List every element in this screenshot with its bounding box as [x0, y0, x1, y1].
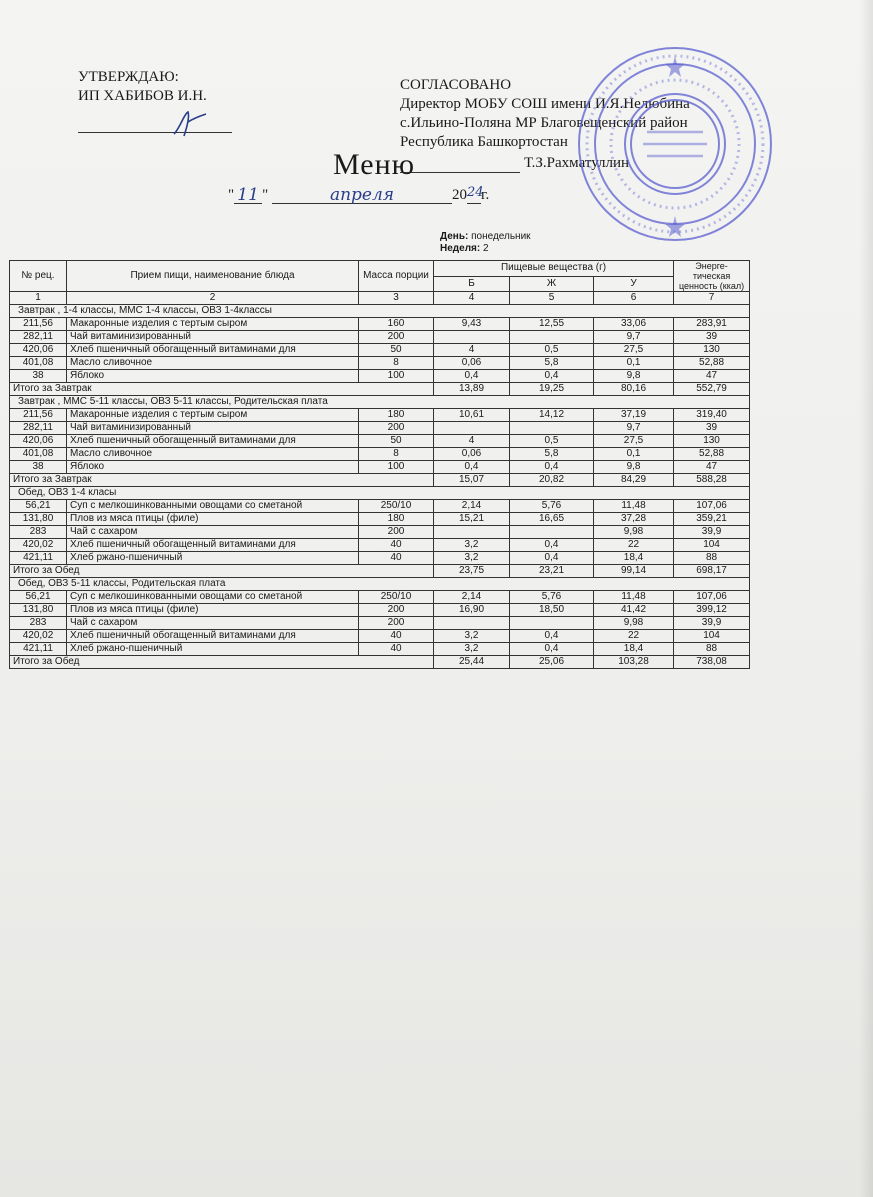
- table-row: [10, 539, 750, 552]
- date-year-end: г.: [481, 187, 490, 203]
- mass-cell: 200: [359, 617, 434, 630]
- dish-name-cell: Масло сливочное: [67, 357, 359, 370]
- mass-cell: 40: [359, 643, 434, 656]
- header-proteins: Б: [434, 276, 510, 292]
- energy-cell: 130: [674, 344, 750, 357]
- fat-cell: 16,65: [510, 513, 594, 526]
- carb-cell: 9,8: [594, 461, 674, 474]
- carb-cell: 18,4: [594, 552, 674, 565]
- table-row: [10, 513, 750, 526]
- approval-signature-line: [78, 112, 232, 133]
- approval-title: УТВЕРЖДАЮ:: [78, 69, 179, 85]
- protein-cell: [434, 526, 510, 539]
- fat-cell: [510, 422, 594, 435]
- energy-cell: 88: [674, 552, 750, 565]
- recipe-number-cell: 131,80: [10, 513, 67, 526]
- page-shadow-edge: [859, 0, 873, 1197]
- fat-total-cell: 25,06: [510, 656, 594, 669]
- dish-name-cell: Чай витаминизированный: [67, 422, 359, 435]
- energy-total-cell: 552,79: [674, 383, 750, 396]
- agreement-signature-line: [400, 158, 520, 173]
- fat-cell: 0,4: [510, 539, 594, 552]
- carb-cell: 37,19: [594, 409, 674, 422]
- column-number: 3: [359, 292, 434, 305]
- mass-cell: 8: [359, 357, 434, 370]
- header-energy: Энерге-тическая ценность (ккал): [674, 261, 750, 292]
- protein-total-cell: 23,75: [434, 565, 510, 578]
- protein-total-cell: 15,07: [434, 474, 510, 487]
- date-line: [228, 185, 489, 204]
- carb-cell: 27,5: [594, 344, 674, 357]
- section-title: Обед, ОВЗ 5-11 классы, Родительская плата: [10, 578, 750, 591]
- mass-cell: 180: [359, 409, 434, 422]
- recipe-number-cell: 211,56: [10, 318, 67, 331]
- day-label: День:: [440, 231, 469, 242]
- column-number: 4: [434, 292, 510, 305]
- header-fats: Ж: [510, 276, 594, 292]
- dish-name-cell: Плов из мяса птицы (филе): [67, 604, 359, 617]
- total-label: Итого за Обед: [10, 656, 434, 669]
- section-header-row: [10, 578, 750, 591]
- energy-cell: 399,12: [674, 604, 750, 617]
- fat-cell: 0,4: [510, 552, 594, 565]
- agreement-signer: Т.З.Рахматуллин: [524, 155, 630, 171]
- mass-cell: 250/10: [359, 500, 434, 513]
- energy-cell: 107,06: [674, 591, 750, 604]
- table-row: [10, 448, 750, 461]
- carb-total-cell: 103,28: [594, 656, 674, 669]
- total-row: [10, 383, 750, 396]
- official-stamp: [575, 44, 775, 244]
- dish-name-cell: Макаронные изделия с тертым сыром: [67, 318, 359, 331]
- day-value: понедельник: [471, 231, 531, 242]
- protein-cell: 16,90: [434, 604, 510, 617]
- dish-name-cell: Суп с мелкошинкованными овощами со сметаной: [67, 500, 359, 513]
- fat-total-cell: 23,21: [510, 565, 594, 578]
- fat-cell: [510, 617, 594, 630]
- table-row: [10, 552, 750, 565]
- energy-total-cell: 588,28: [674, 474, 750, 487]
- protein-cell: 0,4: [434, 370, 510, 383]
- date-close-quote: ": [262, 187, 269, 203]
- mass-cell: 40: [359, 552, 434, 565]
- protein-cell: 3,2: [434, 630, 510, 643]
- dish-name-cell: Хлеб пшеничный обогащенный витаминами для: [67, 435, 359, 448]
- recipe-number-cell: 282,11: [10, 422, 67, 435]
- protein-cell: 4: [434, 344, 510, 357]
- recipe-number-cell: 401,08: [10, 448, 67, 461]
- total-row: [10, 656, 750, 669]
- section-title: Завтрак , ММС 5-11 классы, ОВЗ 5-11 классы, Родительская плата: [10, 396, 750, 409]
- dish-name-cell: Чай витаминизированный: [67, 331, 359, 344]
- table-row: [10, 461, 750, 474]
- total-row: [10, 474, 750, 487]
- energy-cell: 47: [674, 461, 750, 474]
- carb-cell: 22: [594, 539, 674, 552]
- table-row: [10, 591, 750, 604]
- carb-cell: 9,8: [594, 370, 674, 383]
- energy-cell: 39: [674, 422, 750, 435]
- recipe-number-cell: 56,21: [10, 500, 67, 513]
- energy-cell: 88: [674, 643, 750, 656]
- protein-cell: 9,43: [434, 318, 510, 331]
- column-number: 5: [510, 292, 594, 305]
- protein-cell: 3,2: [434, 552, 510, 565]
- page-title: Меню: [333, 148, 416, 181]
- recipe-number-cell: 420,06: [10, 435, 67, 448]
- agreement-line-2: с.Ильино-Поляна МР Благовещенский район: [400, 115, 688, 131]
- agreement-line-1: Директор МОБУ СОШ имени И.Я.Нелюбина: [400, 96, 690, 112]
- dish-name-cell: Хлеб пшеничный обогащенный витаминами для: [67, 344, 359, 357]
- carb-cell: 0,1: [594, 357, 674, 370]
- fat-cell: 0,4: [510, 370, 594, 383]
- protein-cell: 2,14: [434, 500, 510, 513]
- energy-cell: 104: [674, 630, 750, 643]
- table-row: [10, 409, 750, 422]
- carb-cell: 33,06: [594, 318, 674, 331]
- protein-cell: 0,4: [434, 461, 510, 474]
- carb-cell: 22: [594, 630, 674, 643]
- agreement-line-3: Республика Башкортостан: [400, 134, 568, 150]
- dish-name-cell: Хлеб пшеничный обогащенный витаминами для: [67, 539, 359, 552]
- energy-cell: 130: [674, 435, 750, 448]
- mass-cell: 40: [359, 539, 434, 552]
- table-row: [10, 526, 750, 539]
- energy-cell: 104: [674, 539, 750, 552]
- section-header-row: [10, 487, 750, 500]
- week-row: [440, 243, 531, 255]
- carb-cell: 9,7: [594, 422, 674, 435]
- menu-table: [9, 260, 750, 669]
- fat-cell: 5,8: [510, 357, 594, 370]
- table-row: [10, 344, 750, 357]
- fat-cell: 0,4: [510, 461, 594, 474]
- carb-cell: 41,42: [594, 604, 674, 617]
- column-number: 2: [67, 292, 359, 305]
- table-row: [10, 643, 750, 656]
- mass-cell: 180: [359, 513, 434, 526]
- recipe-number-cell: 401,08: [10, 357, 67, 370]
- table-row: [10, 630, 750, 643]
- protein-cell: 4: [434, 435, 510, 448]
- section-title: Обед, ОВЗ 1-4 класы: [10, 487, 750, 500]
- protein-cell: 3,2: [434, 643, 510, 656]
- table-row: [10, 422, 750, 435]
- week-value: 2: [483, 243, 489, 254]
- carb-cell: 11,48: [594, 500, 674, 513]
- fat-cell: 0,4: [510, 630, 594, 643]
- table-row: [10, 370, 750, 383]
- mass-cell: 100: [359, 370, 434, 383]
- mass-cell: 50: [359, 344, 434, 357]
- fat-cell: 0,5: [510, 344, 594, 357]
- table-row: [10, 331, 750, 344]
- protein-cell: 3,2: [434, 539, 510, 552]
- section-title: Завтрак , 1-4 классы, ММС 1-4 классы, ОВЗ 1-4классы: [10, 305, 750, 318]
- recipe-number-cell: 421,11: [10, 552, 67, 565]
- carb-cell: 9,98: [594, 526, 674, 539]
- protein-cell: 15,21: [434, 513, 510, 526]
- protein-cell: 0,06: [434, 448, 510, 461]
- table-row: [10, 500, 750, 513]
- day-week-info: [440, 231, 531, 255]
- mass-cell: 8: [359, 448, 434, 461]
- protein-cell: [434, 331, 510, 344]
- carb-cell: 9,7: [594, 331, 674, 344]
- fat-cell: 14,12: [510, 409, 594, 422]
- header-nutrients: Пищевые вещества (г): [434, 261, 674, 277]
- dish-name-cell: Плов из мяса птицы (филе): [67, 513, 359, 526]
- agreement-title: СОГЛАСОВАНО: [400, 77, 512, 93]
- protein-cell: [434, 617, 510, 630]
- recipe-number-cell: 131,80: [10, 604, 67, 617]
- carb-total-cell: 99,14: [594, 565, 674, 578]
- energy-cell: 52,88: [674, 448, 750, 461]
- fat-total-cell: 20,82: [510, 474, 594, 487]
- energy-cell: 52,88: [674, 357, 750, 370]
- recipe-number-cell: 282,11: [10, 331, 67, 344]
- table-row: [10, 604, 750, 617]
- recipe-number-cell: 283: [10, 617, 67, 630]
- fat-cell: 0,4: [510, 643, 594, 656]
- total-label: Итого за Завтрак: [10, 383, 434, 396]
- energy-cell: 39: [674, 331, 750, 344]
- recipe-number-cell: 420,06: [10, 344, 67, 357]
- dish-name-cell: Суп с мелкошинкованными овощами со сметаной: [67, 591, 359, 604]
- date-day: 11: [234, 185, 262, 204]
- total-label: Итого за Завтрак: [10, 474, 434, 487]
- approver-name: ИП ХАБИБОВ И.Н.: [78, 88, 207, 104]
- approver-signature: [170, 108, 210, 140]
- fat-cell: [510, 526, 594, 539]
- carb-cell: 11,48: [594, 591, 674, 604]
- table-header-row-1: [10, 261, 750, 277]
- mass-cell: 40: [359, 630, 434, 643]
- section-header-row: [10, 396, 750, 409]
- recipe-number-cell: 56,21: [10, 591, 67, 604]
- carb-total-cell: 84,29: [594, 474, 674, 487]
- recipe-number-cell: 421,11: [10, 643, 67, 656]
- fat-cell: 5,76: [510, 500, 594, 513]
- energy-cell: 39,9: [674, 617, 750, 630]
- header-recipe-number: № рец.: [10, 261, 67, 292]
- protein-total-cell: 25,44: [434, 656, 510, 669]
- carb-cell: 9,98: [594, 617, 674, 630]
- section-header-row: [10, 305, 750, 318]
- column-number: 7: [674, 292, 750, 305]
- recipe-number-cell: 211,56: [10, 409, 67, 422]
- dish-name-cell: Хлеб ржано-пшеничный: [67, 552, 359, 565]
- total-label: Итого за Обед: [10, 565, 434, 578]
- week-label: Неделя:: [440, 243, 481, 254]
- table-row: [10, 435, 750, 448]
- energy-cell: 319,40: [674, 409, 750, 422]
- column-number: 1: [10, 292, 67, 305]
- table-row: [10, 617, 750, 630]
- energy-total-cell: 698,17: [674, 565, 750, 578]
- date-year-suffix: 24: [467, 185, 481, 204]
- dish-name-cell: Макаронные изделия с тертым сыром: [67, 409, 359, 422]
- fat-cell: [510, 331, 594, 344]
- mass-cell: 100: [359, 461, 434, 474]
- header-carbs: У: [594, 276, 674, 292]
- column-number-row: [10, 292, 750, 305]
- recipe-number-cell: 420,02: [10, 630, 67, 643]
- carb-cell: 18,4: [594, 643, 674, 656]
- protein-cell: 10,61: [434, 409, 510, 422]
- fat-cell: 5,8: [510, 448, 594, 461]
- dish-name-cell: Яблоко: [67, 370, 359, 383]
- header-mass: Масса порции: [359, 261, 434, 292]
- fat-cell: 0,5: [510, 435, 594, 448]
- protein-cell: 0,06: [434, 357, 510, 370]
- carb-cell: 27,5: [594, 435, 674, 448]
- carb-cell: 37,28: [594, 513, 674, 526]
- menu-table-body: [10, 292, 750, 669]
- recipe-number-cell: 38: [10, 370, 67, 383]
- dish-name-cell: Чай с сахаром: [67, 617, 359, 630]
- fat-total-cell: 19,25: [510, 383, 594, 396]
- mass-cell: 200: [359, 604, 434, 617]
- fat-cell: 5,76: [510, 591, 594, 604]
- total-row: [10, 565, 750, 578]
- mass-cell: 50: [359, 435, 434, 448]
- date-month: апреля: [272, 185, 452, 204]
- approval-block: [78, 68, 232, 133]
- header-dish: Прием пищи, наименование блюда: [67, 261, 359, 292]
- energy-cell: 107,06: [674, 500, 750, 513]
- recipe-number-cell: 283: [10, 526, 67, 539]
- dish-name-cell: Хлеб пшеничный обогащенный витаминами для: [67, 630, 359, 643]
- fat-cell: 18,50: [510, 604, 594, 617]
- mass-cell: 200: [359, 422, 434, 435]
- dish-name-cell: Масло сливочное: [67, 448, 359, 461]
- mass-cell: 160: [359, 318, 434, 331]
- table-row: [10, 318, 750, 331]
- mass-cell: 250/10: [359, 591, 434, 604]
- energy-cell: 39,9: [674, 526, 750, 539]
- protein-cell: 2,14: [434, 591, 510, 604]
- date-open-quote: ": [228, 187, 235, 203]
- column-number: 6: [594, 292, 674, 305]
- energy-cell: 283,91: [674, 318, 750, 331]
- recipe-number-cell: 420,02: [10, 539, 67, 552]
- day-row: [440, 231, 531, 243]
- dish-name-cell: Чай с сахаром: [67, 526, 359, 539]
- mass-cell: 200: [359, 331, 434, 344]
- fat-cell: 12,55: [510, 318, 594, 331]
- energy-total-cell: 738,08: [674, 656, 750, 669]
- energy-cell: 47: [674, 370, 750, 383]
- dish-name-cell: Хлеб ржано-пшеничный: [67, 643, 359, 656]
- protein-total-cell: 13,89: [434, 383, 510, 396]
- mass-cell: 200: [359, 526, 434, 539]
- table-row: [10, 357, 750, 370]
- date-year-prefix: 20: [452, 187, 467, 203]
- dish-name-cell: Яблоко: [67, 461, 359, 474]
- energy-cell: 359,21: [674, 513, 750, 526]
- carb-total-cell: 80,16: [594, 383, 674, 396]
- recipe-number-cell: 38: [10, 461, 67, 474]
- carb-cell: 0,1: [594, 448, 674, 461]
- protein-cell: [434, 422, 510, 435]
